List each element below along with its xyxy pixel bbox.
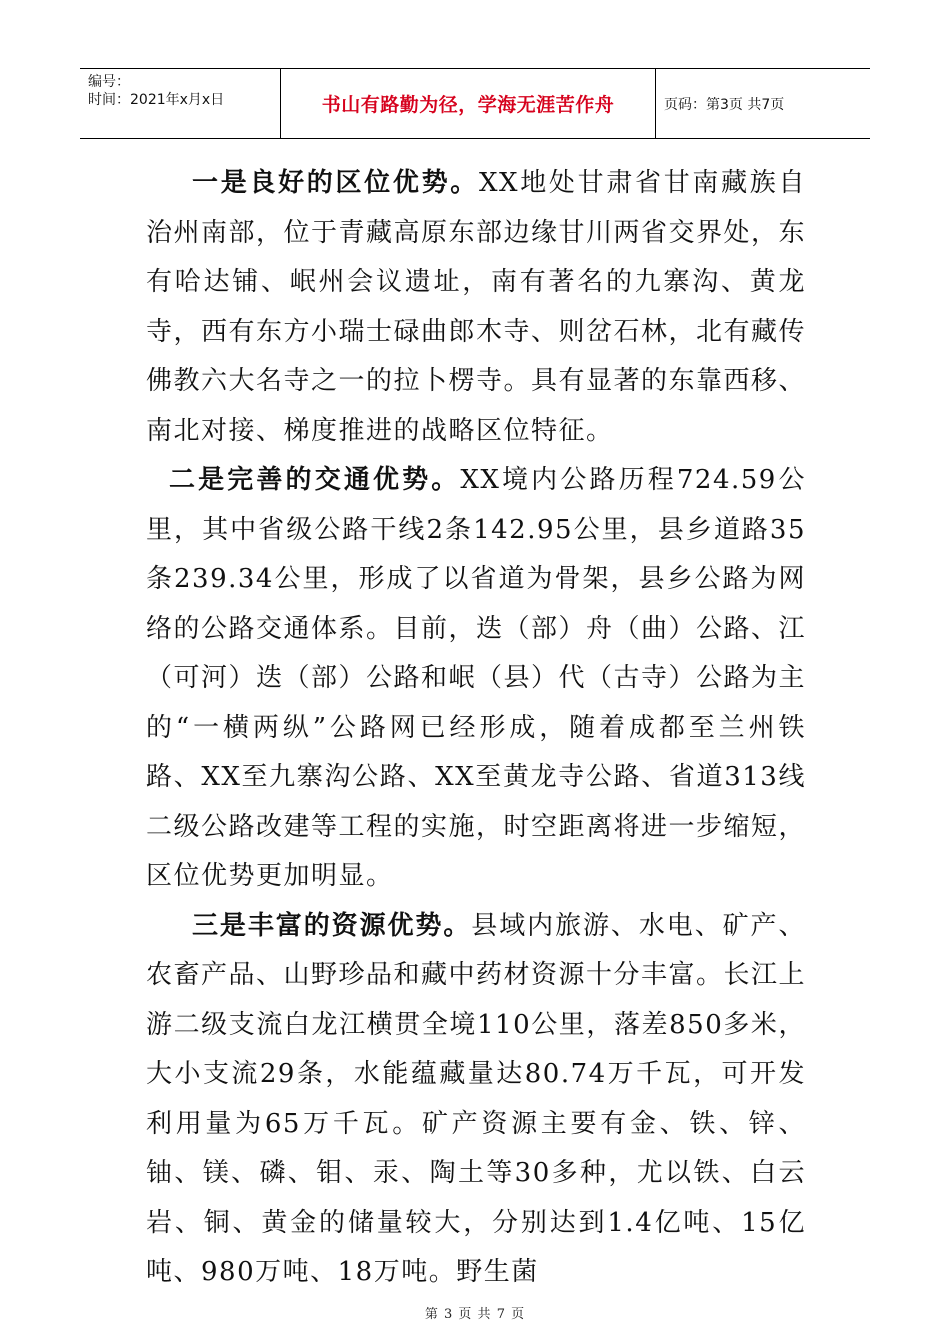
page-header [80,68,870,139]
paragraph-lead: 三是丰富的资源优势。 [192,910,472,941]
paragraph-location-advantage [146,159,806,456]
document-number-label: 编号： [88,74,130,90]
paragraph-text: XX境内公路历程724.59公里，其中省级公路干线2条142.95公里，县乡道路35条239.34公里，形成了以省道为骨架，县乡公路为网络的公路交通体系。目前，迭（部）舟（曲）公路、江（可河）迭（部）公路和岷（县）代（古寺）公路为主的“一横两纵”公路网已经形成，随着成都至兰州铁路、XX至九寨沟公路、XX至黄龙寺公路、省道313线二级公路改建等工程的实施，时空距离将进一步缩短，区位优势更加明显。 [146,465,807,891]
header-page-label: 页码：第3页 共7页 [664,96,785,113]
paragraph-lead: 二是完善的交通优势。 [169,465,461,495]
page-footer: 第 3 页 共 7 页 [424,1307,526,1322]
paragraph-transport-advantage [146,456,806,902]
paragraph-resource-advantage [146,902,806,1298]
header-meta-cell [80,69,281,138]
paragraph-text: XX地处甘肃省甘南藏族自治州南部，位于青藏高原东部边缘甘川两省交界处，东有哈达铺、岷州会议遗址，南有著名的九寨沟、黄龙寺，西有东方小瑞士碌曲郎木寺、则岔石林，北有藏传佛教六大名寺之一的拉卜楞寺。具有显著的东靠西移、南北对接、梯度推进的战略区位特征。 [146,168,807,446]
document-body [146,159,806,1298]
paragraph-lead: 一是良好的区位优势。 [192,168,479,198]
document-time-label: 时间：2021年x月x日 [88,92,225,108]
paragraph-text: 县域内旅游、水电、矿产、农畜产品、山野珍品和藏中药材资源十分丰富。长江上游二级支流白龙江横贯全境110公里，落差850多米，大小支流29条，水能蕴藏量达80.74万千瓦，可开发利用量为65万千瓦。矿产资源主要有金、铁、锌、铀、镁、磷、钼、汞、陶土等30多种，尤以铁、白云岩、铜、黄金的储量较大，分别达到1.4亿吨、15亿吨、980万吨、18万吨。野生菌 [146,910,807,1287]
header-motto: 书山有路勤为径，学海无涯苦作舟 [281,69,656,138]
